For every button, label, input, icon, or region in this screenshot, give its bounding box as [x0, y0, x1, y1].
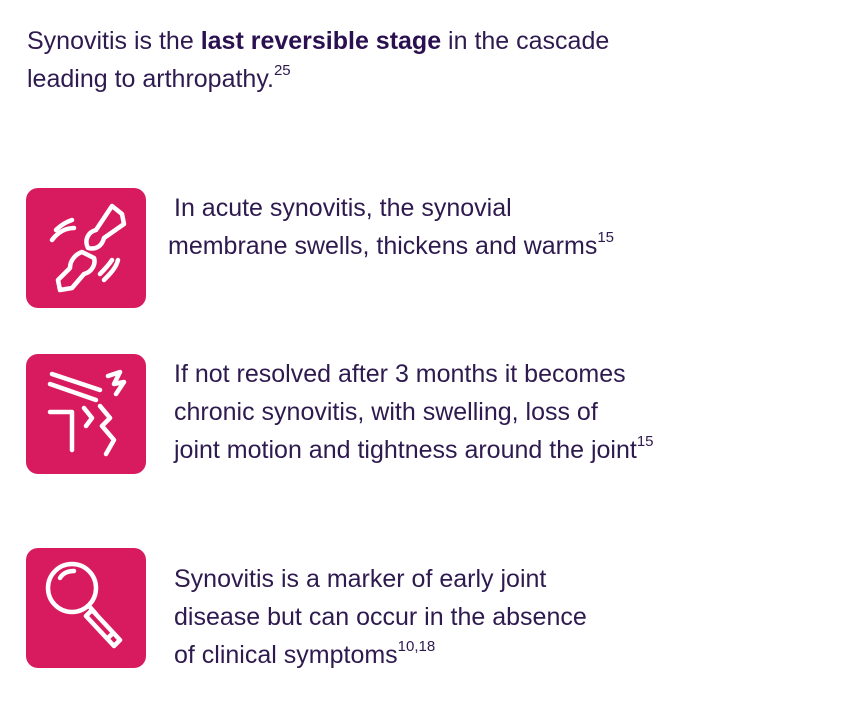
intro-text-line2: leading to arthropathy. — [27, 65, 274, 93]
item-2-line-2: chronic synovitis, with swelling, loss of — [174, 398, 598, 426]
item-1-line-2-text: membrane swells, thickens and warms — [168, 232, 598, 260]
intro-reference: 25 — [273, 61, 291, 79]
intro-bold-text: last reversible stage — [200, 27, 442, 55]
item-3-line-3-text: of clinical symptoms — [174, 641, 398, 669]
magnifying-glass-icon — [26, 548, 146, 668]
item-2-line-1: If not resolved after 3 months it becomes — [174, 360, 626, 388]
item-1-line-2 — [168, 227, 614, 265]
item-1-line-1: In acute synovitis, the synovial — [174, 194, 512, 222]
magnifying-glass-icon-box — [26, 548, 146, 668]
bent-knee-icon-box — [26, 354, 146, 474]
inflamed-joint-icon-box — [26, 188, 146, 308]
item-3-line-3 — [174, 636, 587, 674]
intro-statement — [27, 22, 727, 98]
item-2-text — [174, 355, 654, 469]
item-2-line-3 — [174, 431, 654, 469]
item-3-line-1: Synovitis is a marker of early joint — [174, 565, 547, 593]
item-3-line-2: disease but can occur in the absence — [174, 603, 587, 631]
item-2-reference: 15 — [636, 432, 654, 450]
intro-line-1 — [27, 22, 727, 60]
intro-text-before: Synovitis is the — [27, 27, 201, 55]
item-1-reference: 15 — [597, 228, 615, 246]
item-3-text — [174, 560, 587, 674]
intro-line-2 — [27, 60, 727, 98]
item-1-text — [168, 189, 614, 265]
item-3-reference: 10,18 — [397, 637, 436, 655]
intro-text-after: in the cascade — [441, 27, 610, 55]
item-2-line-3-text: joint motion and tightness around the joint — [174, 436, 637, 464]
bent-knee-icon — [26, 354, 146, 474]
inflamed-joint-icon — [26, 188, 146, 308]
